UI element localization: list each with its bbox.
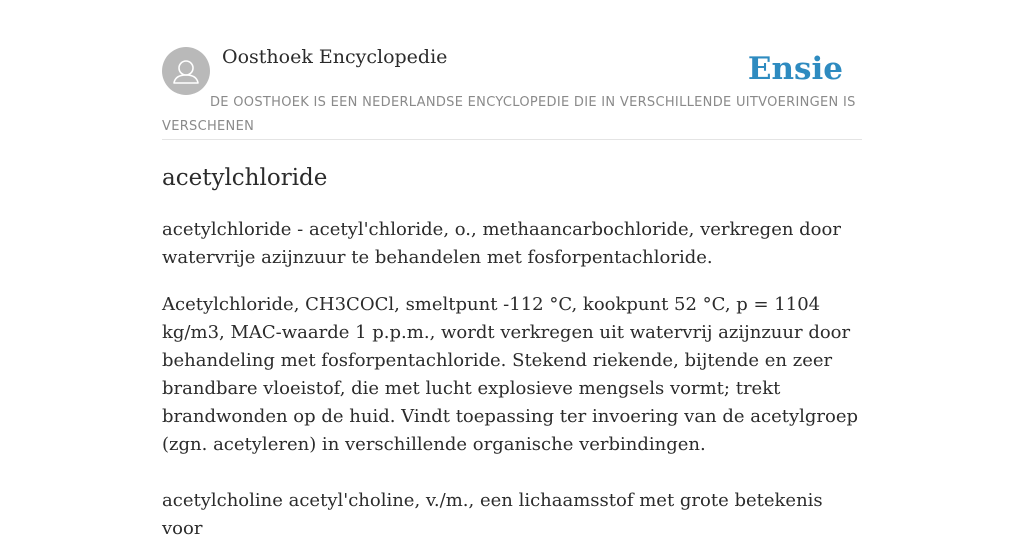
site-tagline: DE OOSTHOEK IS EEN NEDERLANDSE ENCYCLOPEDIE DIE IN VERSCHILLENDE UITVOERINGEN IS VERSCHENEN [162,95,856,134]
article-title: acetylchloride [162,165,328,191]
article [162,162,862,543]
article-paragraph: acetylcholine acetyl'choline, v./m., een lichaamsstof met grote betekenis voor [162,490,823,539]
user-icon [162,47,210,95]
site-name[interactable]: Oosthoek Encyclopedie [222,46,448,68]
brand-logo[interactable]: Ensie [747,51,843,87]
avatar[interactable] [162,47,210,95]
header [162,46,862,140]
article-paragraph: Acetylchloride, CH3COCl, smeltpunt -112 °C, kookpunt 52 °C, p = 1104 kg/m3, MAC-waarde 1 p.p.m., wordt verkregen uit watervrij azijnzuur door behandeling met fosforpentachloride. Stekend riekende, bijtende en zeer brandbare vloeistof, die met lucht explosieve mengsels vormt; trekt brandwonden op de huid. Vindt toepassing ter invoering van de acetylgroep (zgn. acetyleren) in verschillende organische verbindingen. [162,294,859,455]
article-paragraph: acetylchloride - acetyl'chloride, o., methaancarbochloride, verkregen door watervrije azijnzuur te behandelen met fosforpentachloride. [162,219,841,268]
